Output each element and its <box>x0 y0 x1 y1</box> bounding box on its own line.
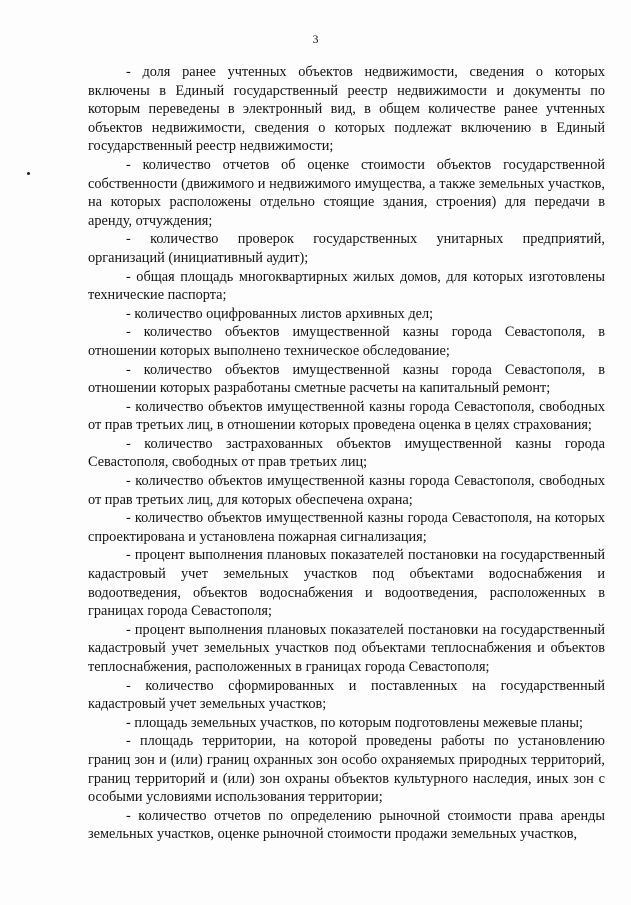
list-item: - площадь территории, на которой проведены работы по установлению границ зон и (или) границ охранных зон особо охраняемых природных территорий, границ территорий и (или) зон охраны объектов культурного наследия, иных зон с особыми условиями использования территории; <box>88 733 605 806</box>
list-item: - процент выполнения плановых показателей постановки на государственный кадастровый учет земельных участков под объектами теплоснабжения и объектов теплоснабжения, расположенных в границах города Севастополя; <box>88 621 605 675</box>
document-body <box>88 63 605 844</box>
list-item: - количество объектов имущественной казны города Севастополя, на которых спроектирована и установлена пожарная сигнализация; <box>88 510 605 545</box>
list-item: - количество объектов имущественной казны города Севастополя, в отношении которых выполнено техническое обследование; <box>88 324 605 359</box>
list-item: - процент выполнения плановых показателей постановки на государственный кадастровый учет земельных участков под объектами водоснабжения и водоотведения, объектов водоснабжения и водоотведения, расположенных в границах города Севастополя; <box>88 547 605 620</box>
list-item: - количество отчетов по определению рыночной стоимости права аренды земельных участков, оценке рыночной стоимости продажи земельных участков, <box>88 807 605 843</box>
list-item: - площадь земельных участков, по которым подготовлены межевые планы; <box>126 714 583 731</box>
list-item: - количество объектов имущественной казны города Севастополя, свободных от прав третьих лиц, для которых обеспечена охрана; <box>88 473 605 508</box>
scan-artifact-dot <box>27 172 30 175</box>
list-item: - количество объектов имущественной казны города Севастополя, в отношении которых разработаны сметные расчеты на капитальный ремонт; <box>88 361 605 397</box>
list-item: - количество отчетов об оценке стоимости объектов государственной собственности (движимого и недвижимого имущества, а также земельных участков, на которых расположены отдельно стоящие здания, строения) для передачи в аренду, отчуждения; <box>88 156 605 229</box>
list-item: - доля ранее учтенных объектов недвижимости, сведения о которых включены в Единый государственный реестр недвижимости и документы по которым переведены в электронный вид, в общем количестве ранее учтенных объектов недвижимости, сведения о которых подлежат включению в Единый государственный реестр недвижимости; <box>88 64 605 155</box>
list-item: - количество сформированных и поставленных на государственный кадастровый учет земельных участков; <box>88 677 605 713</box>
list-item: - количество оцифрованных листов архивных дел; <box>126 305 434 322</box>
list-item: - общая площадь многоквартирных жилых домов, для которых изготовлены технические паспорта; <box>88 268 605 304</box>
list-item: - количество проверок государственных унитарных предприятий, организаций (инициативный аудит); <box>88 231 605 266</box>
list-item: - количество застрахованных объектов имущественной казны города Севастополя, свободных от прав третьих лиц; <box>88 435 605 471</box>
list-item: - количество объектов имущественной казны города Севастополя, свободных от прав третьих лиц, в отношении которых проведена оценка в целях страхования; <box>88 398 605 434</box>
page-number: 3 <box>312 32 319 46</box>
